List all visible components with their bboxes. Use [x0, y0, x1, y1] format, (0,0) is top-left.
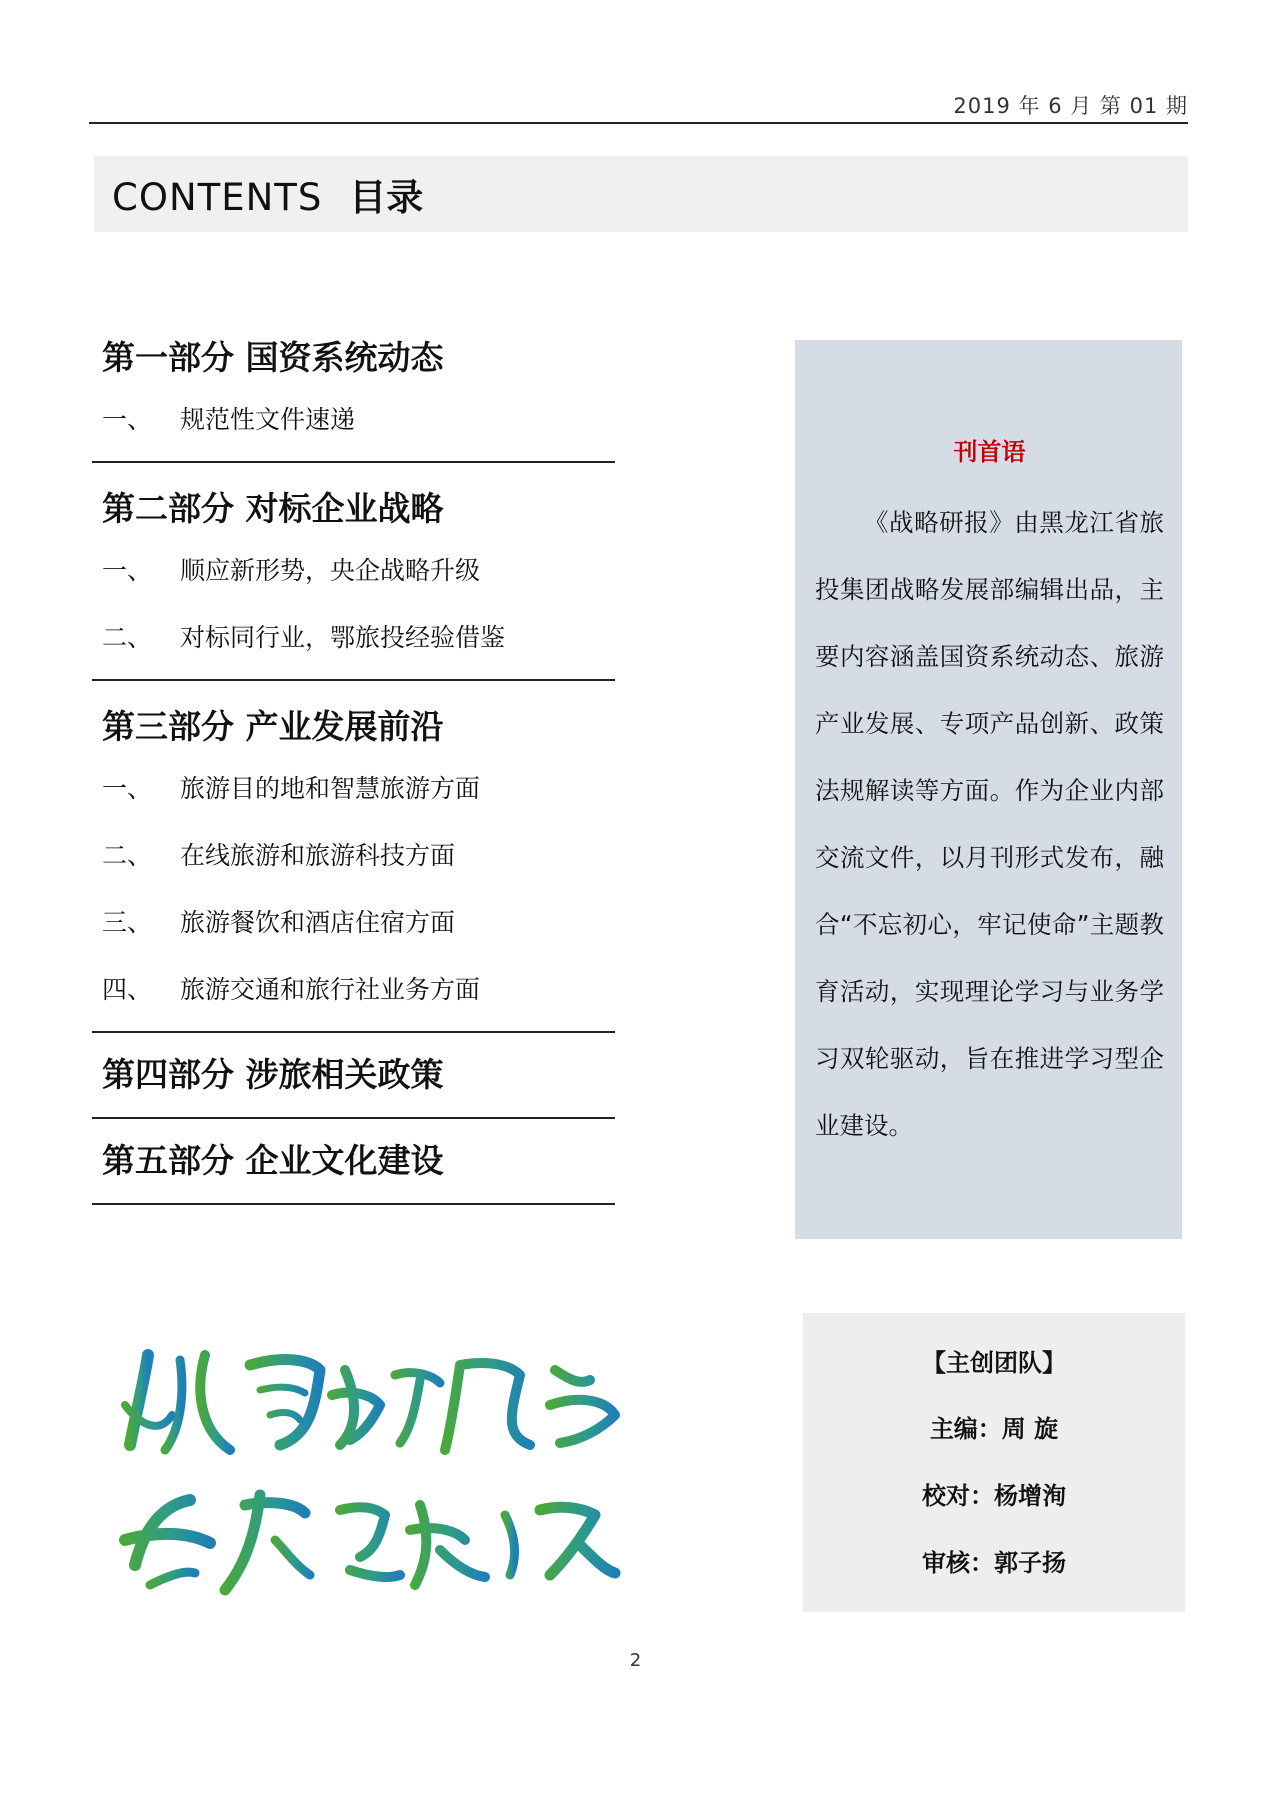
team-title: 【主创团队】 [922, 1349, 1066, 1377]
toc-item-text: 旅游交通和旅行社业务方面 [180, 975, 481, 1004]
toc-item[interactable] [92, 889, 615, 956]
part-title[interactable]: 第四部分 涉旅相关政策 [102, 1055, 444, 1094]
contents-title [112, 167, 423, 221]
toc-item[interactable] [92, 956, 615, 1023]
team-proofreader: 校对：杨增洵 [922, 1482, 1066, 1510]
foreword-panel [795, 340, 1182, 1239]
toc-item[interactable] [92, 537, 615, 604]
header-rule [89, 122, 1188, 124]
calligraphy-slogan [110, 1335, 630, 1605]
part-title[interactable]: 第二部分 对标企业战略 [102, 489, 444, 528]
toc-item[interactable] [92, 604, 615, 671]
toc-part-3 [92, 681, 615, 1033]
toc-item-number: 一、 [102, 556, 153, 585]
toc-item[interactable] [92, 755, 615, 822]
toc-part-4 [92, 1033, 615, 1119]
toc-item-text: 对标同行业，鄂旅投经验借鉴 [180, 623, 506, 652]
contents-title-cn: 目录 [349, 176, 424, 219]
toc-item[interactable] [92, 386, 615, 453]
issue-date: 2019 年 6 月 第 01 期 [953, 94, 1188, 118]
contents-title-en: CONTENTS [112, 176, 323, 219]
toc-item-text: 在线旅游和旅游科技方面 [180, 841, 456, 870]
team-editor: 主编：周 旋 [929, 1415, 1059, 1443]
table-of-contents [92, 320, 615, 1205]
toc-item-text: 旅游餐饮和酒店住宿方面 [180, 908, 456, 937]
toc-item-number: 二、 [102, 623, 153, 652]
toc-part-5 [92, 1119, 615, 1205]
contents-header [94, 156, 1188, 232]
part-title[interactable]: 第三部分 产业发展前沿 [102, 707, 444, 746]
team-panel [803, 1313, 1185, 1612]
toc-item-text: 顺应新形势，央企战略升级 [180, 556, 481, 585]
toc-part-2 [92, 463, 615, 681]
toc-item-number: 四、 [102, 975, 153, 1004]
part-title[interactable]: 第五部分 企业文化建设 [102, 1141, 444, 1180]
foreword-title: 刊首语 [953, 438, 1026, 466]
toc-item-number: 一、 [102, 405, 153, 434]
toc-item[interactable] [92, 822, 615, 889]
page-number: 2 [629, 1650, 642, 1671]
toc-item-text: 规范性文件速递 [180, 405, 356, 434]
part-title[interactable]: 第一部分 国资系统动态 [102, 338, 444, 377]
toc-item-number: 一、 [102, 774, 153, 803]
team-reviewer: 审核：郭子扬 [922, 1549, 1066, 1577]
toc-item-number: 三、 [102, 908, 153, 937]
toc-item-text: 旅游目的地和智慧旅游方面 [180, 774, 481, 803]
toc-part-1 [92, 320, 615, 463]
calligraphy-image [110, 1335, 630, 1605]
foreword-body: 《战略研报》由黑龙江省旅投集团战略发展部编辑出品，主要内容涵盖国资系统动态、旅游产业发展、专项产品创新、政策法规解读等方面。作为企业内部交流文件，以月刊形式发布，融合“不忘初心，牢记使命”主题教育活动，实现理论学习与业务学习双轮驱动，旨在推进学习型企业建设。 [815, 508, 1164, 1140]
toc-item-number: 二、 [102, 841, 153, 870]
